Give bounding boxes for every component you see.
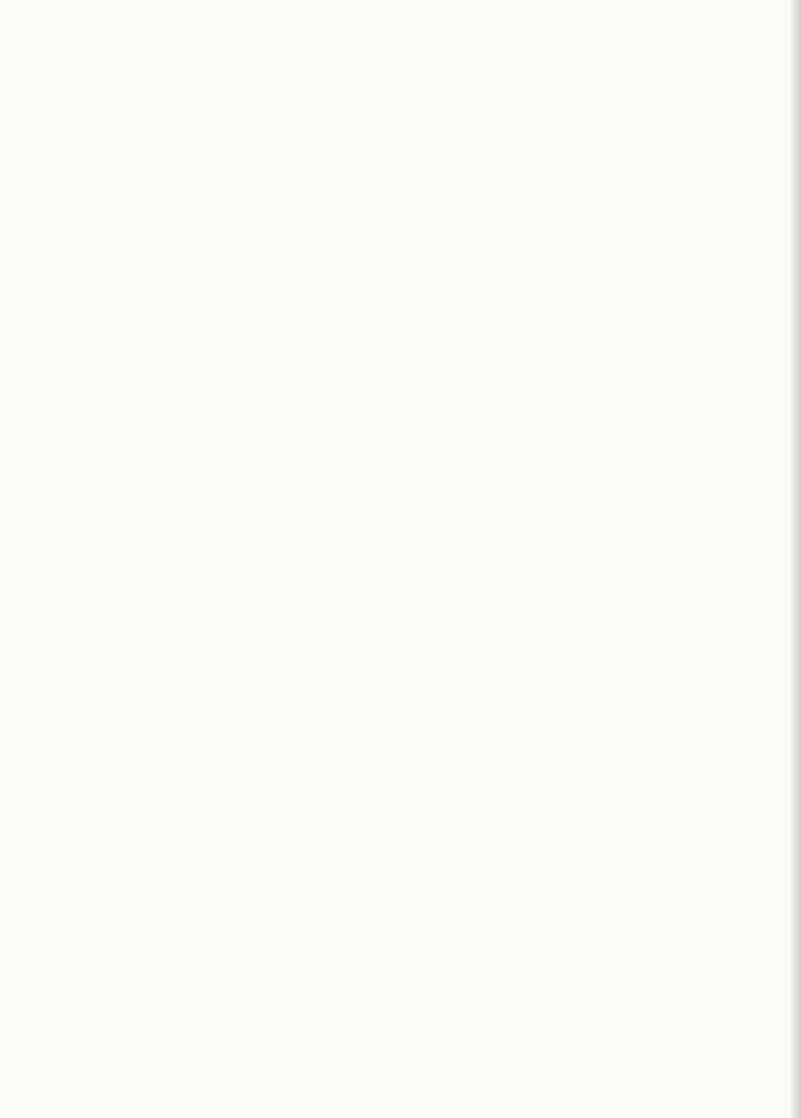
page-edge-shadow <box>789 0 801 1118</box>
